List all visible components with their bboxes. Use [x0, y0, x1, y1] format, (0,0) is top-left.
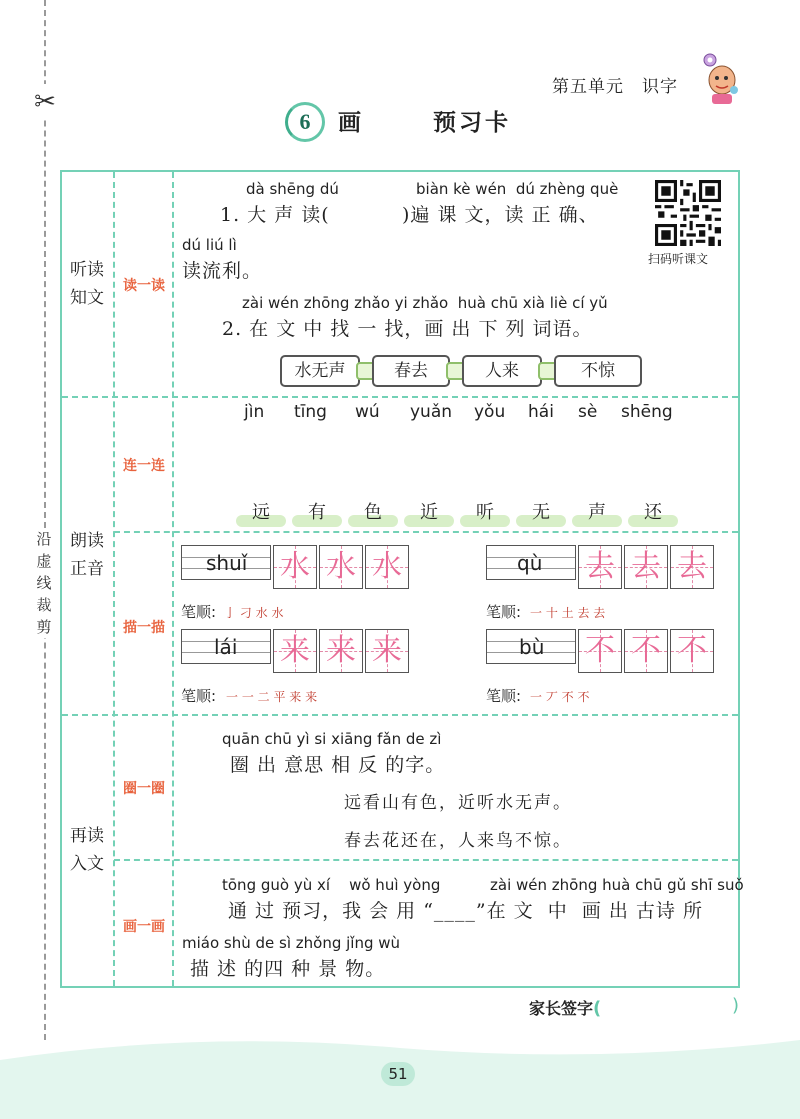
poem-line[interactable]: 春去花还在，人来鸟不惊。 — [344, 831, 572, 851]
match-hanzi[interactable]: 色 — [364, 502, 382, 523]
lesson-title: 画 — [338, 109, 361, 136]
question-text: 2. 在 文 中 找 一 找，画 出 下 列 词语。 — [222, 318, 593, 340]
writing-cell[interactable] — [624, 629, 668, 673]
stroke-order: 一 丆 不 不 — [530, 690, 590, 704]
match-pinyin: sè — [578, 402, 598, 422]
cut-char: 沿 — [36, 530, 52, 548]
mascot-icon — [698, 52, 740, 106]
question-text: 读流利。 — [182, 260, 263, 282]
match-pinyin: wú — [355, 402, 380, 422]
writing-cell[interactable] — [578, 545, 622, 589]
stroke-order: 一 一 二 平 来 来 — [226, 690, 318, 704]
instruction: 描 述 的四 种 景 物。 — [190, 958, 386, 980]
chain-word: 春去 — [372, 355, 450, 387]
writing-cell[interactable] — [319, 629, 363, 673]
sub-label-circle: 圈一圈 — [123, 781, 165, 797]
section-label-line: 再读 — [70, 826, 104, 846]
baseline — [181, 663, 271, 664]
cut-instruction — [33, 528, 55, 638]
trace-char: 来 — [326, 633, 356, 668]
cut-char: 剪 — [36, 618, 52, 636]
baseline — [486, 663, 576, 664]
writing-cell[interactable] — [365, 545, 409, 589]
pinyin: miáo shù de sì zhǒng jǐng wù — [182, 934, 401, 952]
writing-cell[interactable] — [273, 629, 317, 673]
trace-char: 不 — [677, 633, 707, 668]
qr-caption: 扫码听课文 — [648, 252, 709, 266]
match-hanzi[interactable]: 听 — [476, 502, 494, 523]
match-hanzi[interactable]: 远 — [252, 502, 270, 523]
match-hanzi[interactable]: 无 — [532, 502, 550, 523]
match-hanzi[interactable]: 有 — [308, 502, 326, 523]
trace-char: 去 — [677, 549, 707, 584]
section-label-listen — [61, 256, 113, 312]
scissors-icon: ✂ — [30, 84, 60, 120]
trace-char: 水 — [280, 549, 310, 584]
divider — [114, 531, 738, 533]
match-pinyin: yuǎn — [410, 402, 453, 422]
trace-pinyin: bù — [519, 635, 545, 659]
chain-word: 不惊 — [554, 355, 642, 387]
trace-char: 不 — [585, 633, 615, 668]
sub-label-read: 读一读 — [123, 278, 165, 294]
sub-label-match: 连一连 — [123, 458, 165, 474]
writing-cell[interactable] — [670, 629, 714, 673]
stroke-order: 亅 刁 水 水 — [224, 606, 284, 620]
trace-char: 去 — [585, 549, 615, 584]
pinyin: dà shēng dú — [246, 180, 339, 198]
writing-cell[interactable] — [578, 629, 622, 673]
question-text: )遍 课 文，读 正 确、 — [402, 204, 599, 226]
lesson-number: 6 — [285, 102, 325, 142]
writing-cell[interactable] — [670, 545, 714, 589]
match-hanzi[interactable]: 近 — [420, 502, 438, 523]
trace-char: 来 — [372, 633, 402, 668]
parent-signature-field[interactable] — [610, 996, 730, 1018]
stroke-order-label: 笔顺: — [181, 603, 217, 621]
writing-cell[interactable] — [624, 545, 668, 589]
cut-char: 虚 — [36, 552, 52, 570]
pinyin: zài wén zhōng huà chū gǔ shī suǒ — [490, 876, 744, 894]
sub-label-draw: 画一画 — [123, 919, 165, 935]
match-pinyin: shēng — [621, 402, 673, 422]
cut-char: 裁 — [36, 596, 52, 614]
card-title: 预习卡 — [433, 109, 511, 136]
stroke-order-label: 笔顺: — [486, 603, 522, 621]
match-pinyin: yǒu — [474, 402, 506, 422]
pinyin: dú liú lì — [182, 236, 237, 254]
question-text: 1. 大 声 读( — [220, 204, 330, 226]
baseline — [486, 579, 576, 580]
qr-code-icon[interactable] — [655, 180, 721, 246]
divider — [62, 396, 738, 398]
trace-char: 来 — [280, 633, 310, 668]
signature-paren: ) — [732, 995, 740, 1016]
instruction: 通 过 预习，我 会 用 “____”在 文 中 画 出 古诗 所 — [228, 900, 703, 922]
cut-line — [44, 0, 46, 1040]
trace-char: 水 — [326, 549, 356, 584]
signature-paren: ( — [593, 998, 602, 1019]
pinyin: tōng guò yù xí wǒ huì yòng — [222, 876, 441, 894]
pinyin-box — [486, 629, 576, 663]
trace-char: 水 — [372, 549, 402, 584]
baseline — [181, 579, 271, 580]
section-label-read-aloud — [61, 527, 113, 583]
section-label-line: 正音 — [70, 559, 104, 579]
pinyin: zài wén zhōng zhǎo yi zhǎo huà chū xià liè cí yǔ — [242, 294, 608, 312]
trace-pinyin: qù — [517, 551, 543, 575]
section-label-line: 朗读 — [70, 531, 104, 551]
match-hanzi[interactable]: 还 — [644, 502, 662, 523]
match-pinyin: jìn — [244, 402, 265, 422]
instruction: 圈 出 意思 相 反 的字。 — [230, 754, 446, 776]
page-number: 51 — [381, 1062, 415, 1086]
match-pinyin: tīng — [294, 402, 327, 422]
stroke-order: 一 十 土 去 去 — [530, 606, 606, 620]
unit-title: 第五单元 识字 — [552, 77, 678, 97]
pinyin-box — [181, 629, 271, 663]
match-pinyin: hái — [528, 402, 554, 422]
pinyin: biàn kè wén dú zhèng què — [416, 180, 619, 198]
pinyin-box — [181, 545, 271, 579]
divider — [62, 714, 738, 716]
pinyin-box — [486, 545, 576, 579]
parent-signature-label — [529, 996, 601, 1019]
stroke-order-label: 笔顺: — [181, 687, 217, 705]
section-label-line: 听读 — [70, 260, 104, 280]
chain-word: 人来 — [462, 355, 542, 387]
section-label-reread — [61, 822, 113, 878]
cut-char: 线 — [36, 574, 52, 592]
pinyin: quān chū yì si xiāng fǎn de zì — [222, 730, 442, 748]
writing-cell[interactable] — [273, 545, 317, 589]
chain-word: 水无声 — [280, 355, 360, 387]
trace-pinyin: shuǐ — [206, 551, 248, 575]
trace-char: 去 — [631, 549, 661, 584]
stroke-order-label: 笔顺: — [486, 687, 522, 705]
writing-cell[interactable] — [319, 545, 363, 589]
poem-line[interactable]: 远看山有色，近听水无声。 — [344, 793, 572, 813]
section-label-line: 知文 — [70, 288, 104, 308]
signature-text: 家长签字 — [529, 999, 594, 1018]
sub-label-trace: 描一描 — [123, 620, 165, 636]
trace-pinyin: lái — [214, 635, 238, 659]
match-hanzi[interactable]: 声 — [588, 502, 606, 523]
writing-cell[interactable] — [365, 629, 409, 673]
trace-char: 不 — [631, 633, 661, 668]
section-label-line: 入文 — [70, 854, 104, 874]
divider — [114, 859, 738, 861]
